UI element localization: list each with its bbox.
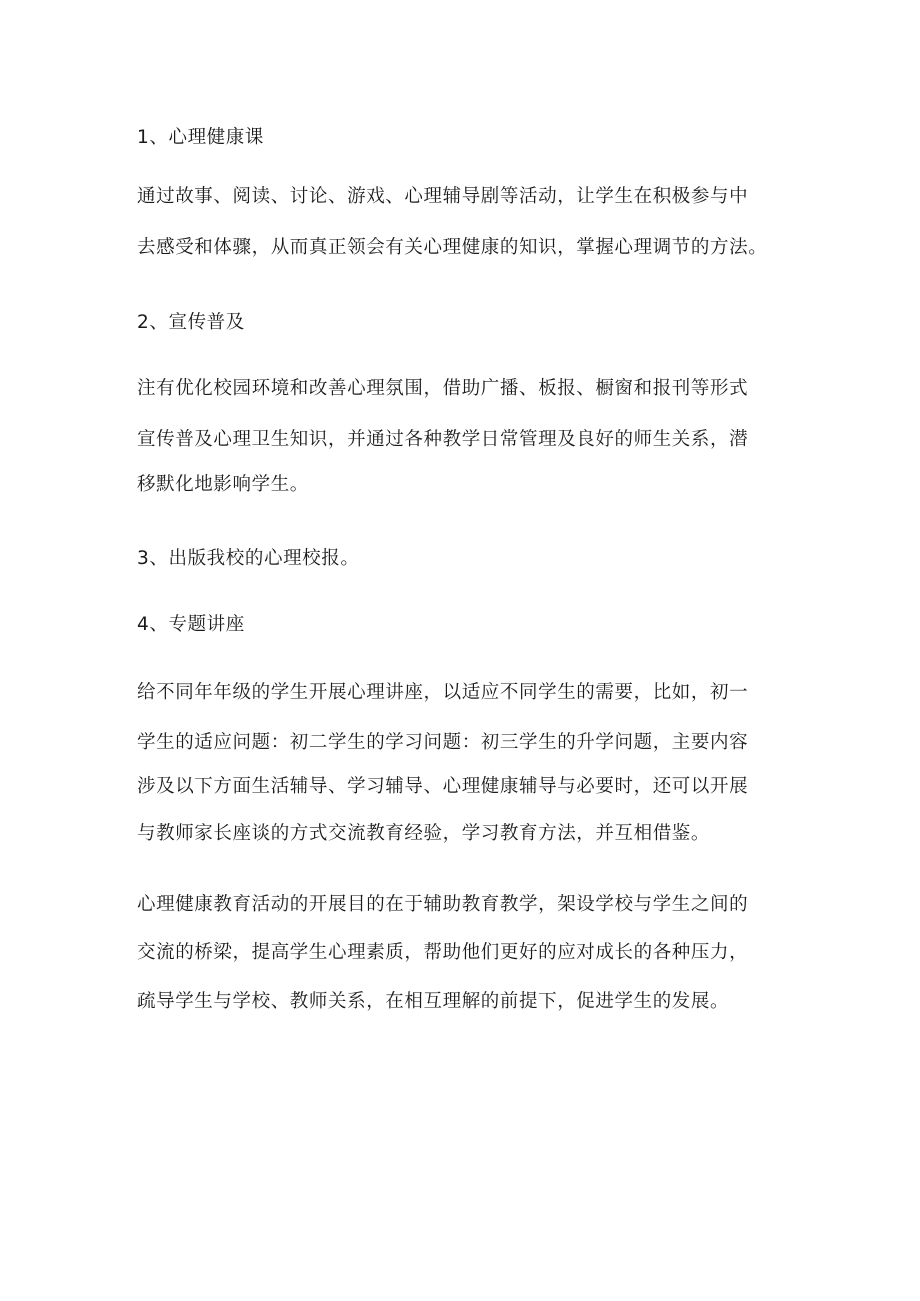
section-4-line-1: 给不同年年级的学生开展心理讲座，以适应不同学生的需要，比如，初一 <box>137 682 749 703</box>
section-4-heading: 4、专题讲座 <box>137 614 245 635</box>
section-2-line-1: 注有优化校园环境和改善心理氛围，借助广播、板报、橱窗和报刊等形式 <box>137 378 749 399</box>
section-4-line-2: 学生的适应问题：初二学生的学习问题：初三学生的升学问题，主要内容 <box>137 732 749 753</box>
section-4-line-3: 涉及以下方面生活辅导、学习辅导、心理健康辅导与必要时，还可以开展 <box>137 776 749 797</box>
section-1-line-1: 通过故事、阅读、讨论、游戏、心理辅导剧等活动，让学生在积极参与中 <box>137 186 749 207</box>
section-2-line-3: 移默化地影响学生。 <box>137 474 309 495</box>
section-1-line-2: 去感受和体骤，从而真正领会有关心理健康的知识，掌握心理调节的方法。 <box>137 237 768 258</box>
conclusion-line-1: 心理健康教育活动的开展目的在于辅助教育教学，架设学校与学生之间的 <box>137 894 749 915</box>
section-2-heading: 2、宣传普及 <box>137 312 245 333</box>
section-4-line-4: 与教师家长座谈的方式交流教育经验，学习教育方法，并互相借鉴。 <box>137 823 711 844</box>
conclusion-line-2: 交流的桥梁，提高学生心理素质，帮助他们更好的应对成长的各种压力， <box>137 942 749 963</box>
conclusion-line-3: 疏导学生与学校、教师关系，在相互理解的前提下，促进学生的发展。 <box>137 991 730 1012</box>
section-3-heading: 3、出版我校的心理校报。 <box>137 548 360 569</box>
section-1-heading: 1、心理健康课 <box>137 127 264 148</box>
section-2-line-2: 宣传普及心理卫生知识，并通过各种教学日常管理及良好的师生关系，潜 <box>137 429 749 450</box>
